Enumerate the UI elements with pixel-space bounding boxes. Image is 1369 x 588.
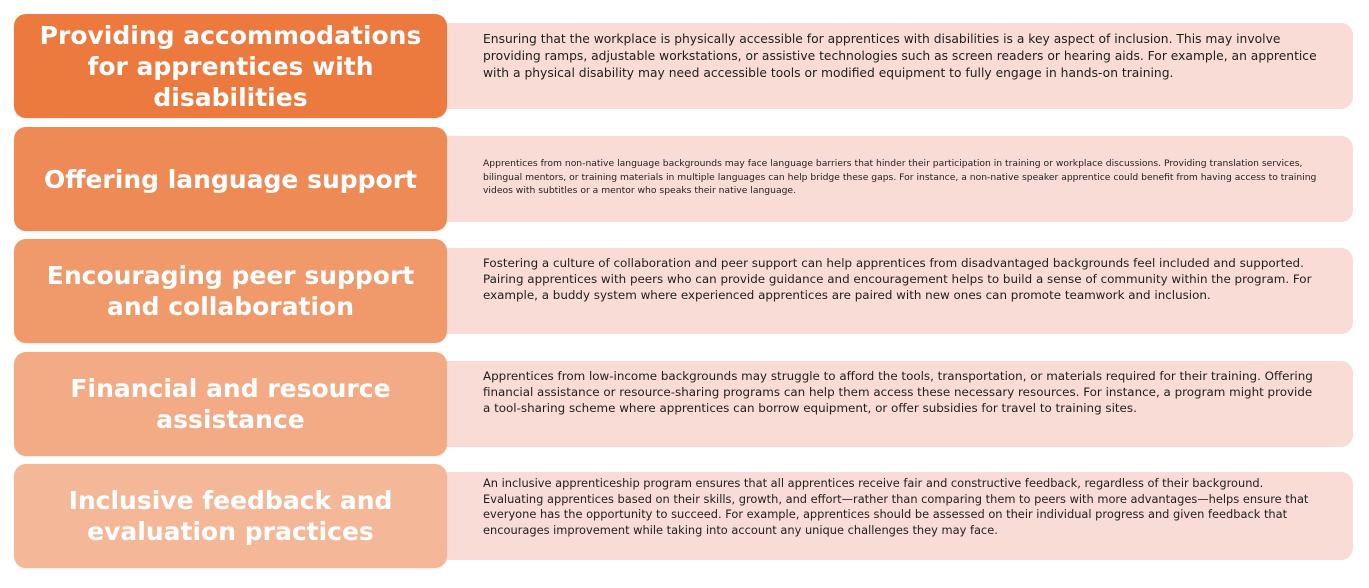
item-row-language-support	[0, 127, 1369, 231]
item-title-box	[14, 464, 447, 568]
item-description-box	[447, 23, 1353, 109]
item-title-box	[14, 239, 447, 343]
item-title: Providing accommodations for apprentices with disabilities	[39, 20, 422, 112]
item-description: An inclusive apprenticeship program ensures that all apprentices receive fair and constructive feedback, regardless of their background. Evaluating apprentices based on their skills, growth, and effort—rather than comparing them to peers with more advantages—helps ensure that everyone has the opportunity to succeed. For example, apprentices should be assessed on their individual progress and given feedback that encourages improvement while taking into account any unique challenges they may face.	[483, 476, 1309, 537]
item-row-feedback-evaluation	[0, 464, 1369, 568]
item-title: Offering language support	[43, 164, 418, 194]
item-row-peer-support	[0, 239, 1369, 343]
item-title: Encouraging peer support and collaboration	[46, 261, 415, 321]
item-description: Fostering a culture of collaboration and peer support can help apprentices from disadvantaged backgrounds feel included and supported. Pairing apprentices with peers who can provide guidance and encouragement helps to build a sense of community within the program. For example, a buddy system where experienced apprentices are paired with new ones can promote teamwork and inclusion.	[483, 256, 1312, 302]
item-row-accommodations	[0, 14, 1369, 118]
item-title-box	[14, 352, 447, 456]
item-description-box	[447, 361, 1353, 447]
item-title-box	[14, 14, 447, 118]
item-title: Financial and resource assistance	[70, 374, 391, 434]
item-title-box	[14, 127, 447, 231]
item-description: Apprentices from non-native language backgrounds may face language barriers that hinder their participation in training or workplace discussions. Providing translation services, bilingual mentors, or training materials in multiple languages can help bridge these gaps. For instance, a non-native speaker apprentice could benefit from having access to training videos with subtitles or a mentor who speaks their native language.	[483, 158, 1317, 197]
item-description-box	[447, 472, 1353, 560]
item-description: Apprentices from low-income backgrounds may struggle to afford the tools, transportation, or materials required for their training. Offering financial assistance or resource-sharing programs can help them access these necessary resources. For instance, a program might provide a tool-sharing scheme where apprentices can borrow equipment, or offer subsidies for travel to training sites.	[483, 369, 1313, 415]
item-description-box	[447, 136, 1353, 222]
item-title: Inclusive feedback and evaluation practices	[68, 486, 393, 546]
item-row-financial-assistance	[0, 352, 1369, 456]
item-description: Ensuring that the workplace is physically accessible for apprentices with disabilities is a key aspect of inclusion. This may involve providing ramps, adjustable workstations, or assistive technologies such as screen readers or hearing aids. For example, an apprentice with a physical disability may need accessible tools or modified equipment to fully engage in hands-on training.	[483, 32, 1317, 81]
item-description-box	[447, 248, 1353, 334]
